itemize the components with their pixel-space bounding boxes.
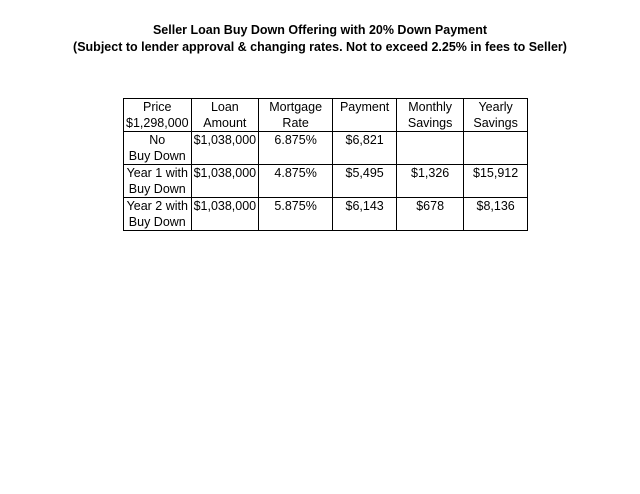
header-yearly-savings-line2: Savings — [473, 116, 518, 130]
header-mortgage-rate — [259, 99, 333, 132]
payment-cell: $6,821 — [333, 132, 397, 165]
header-monthly-savings-line2: Savings — [407, 116, 453, 130]
header-loan-amount — [191, 99, 259, 132]
rate-cell: 4.875% — [259, 165, 333, 198]
monthly-savings-cell: $678 — [397, 198, 464, 231]
yearly-savings-cell — [464, 132, 528, 165]
row-label — [124, 165, 192, 198]
header-loan-amount-line1: Loan — [210, 100, 239, 114]
row-label-line2: Buy Down — [128, 149, 186, 163]
header-price — [124, 99, 192, 132]
row-label — [124, 198, 192, 231]
header-price-label: Price — [143, 100, 172, 114]
loan-amount-cell: $1,038,000 — [191, 198, 259, 231]
rate-cell: 6.875% — [259, 132, 333, 165]
payment-cell: $6,143 — [333, 198, 397, 231]
rate-cell: 5.875% — [259, 198, 333, 231]
table-row — [124, 132, 528, 165]
loan-amount-cell: $1,038,000 — [191, 165, 259, 198]
table-header-row — [124, 99, 528, 132]
header-monthly-savings — [397, 99, 464, 132]
title-line-1: Seller Loan Buy Down Offering with 20% Down Payment — [152, 23, 488, 37]
header-price-value: $1,298,000 — [126, 116, 189, 130]
header-payment — [333, 99, 397, 132]
payment-cell: $5,495 — [333, 165, 397, 198]
header-mortgage-rate-line1: Mortgage — [269, 100, 323, 114]
row-label-line1: Year 1 with — [126, 166, 188, 180]
buy-down-table — [123, 98, 528, 231]
row-label-line2: Buy Down — [128, 215, 186, 229]
row-label-line1: No — [149, 133, 166, 147]
row-label — [124, 132, 192, 165]
table-row — [124, 165, 528, 198]
header-mortgage-rate-line2: Rate — [282, 116, 309, 130]
title-line-2: (Subject to lender approval & changing rates. Not to exceed 2.25% in fees to Seller) — [73, 40, 567, 54]
header-loan-amount-line2: Amount — [203, 116, 247, 130]
monthly-savings-cell: $1,326 — [397, 165, 464, 198]
table-row — [124, 198, 528, 231]
row-label-line2: Buy Down — [128, 182, 186, 196]
yearly-savings-cell: $8,136 — [464, 198, 528, 231]
header-payment-line1: Payment — [339, 100, 390, 114]
loan-amount-cell: $1,038,000 — [191, 132, 259, 165]
yearly-savings-cell: $15,912 — [464, 165, 528, 198]
header-yearly-savings — [464, 99, 528, 132]
monthly-savings-cell — [397, 132, 464, 165]
document-title — [0, 22, 640, 56]
header-yearly-savings-line1: Yearly — [478, 100, 513, 114]
header-monthly-savings-line1: Monthly — [408, 100, 453, 114]
row-label-line1: Year 2 with — [126, 199, 188, 213]
